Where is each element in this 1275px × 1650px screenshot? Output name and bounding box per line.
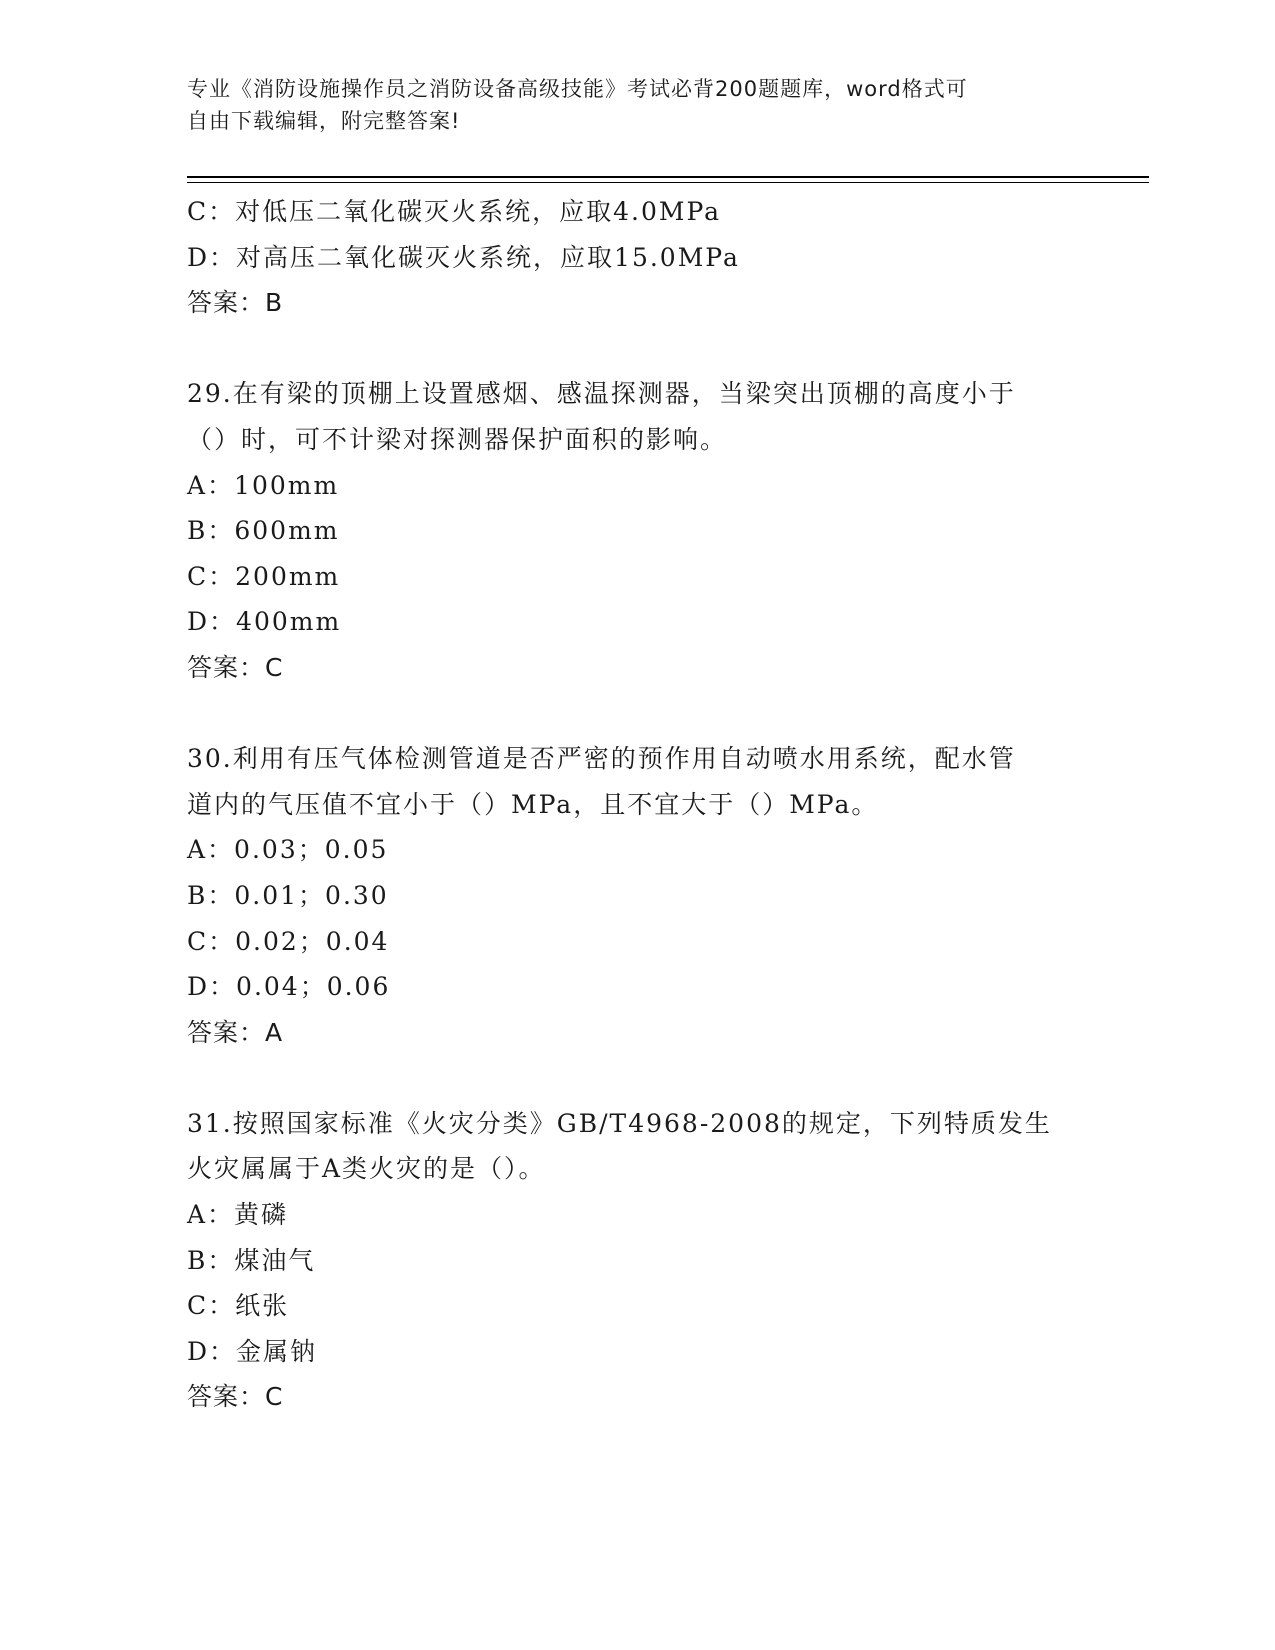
option-d: D：金属钠 (187, 1336, 318, 1366)
option-c: C：0.02；0.04 (187, 926, 390, 956)
document-header (187, 73, 1087, 137)
question-stem: 30.利用有压气体检测管道是否严密的预作用自动喷水用系统，配水管 (187, 744, 1016, 774)
option-b: B：0.01；0.30 (187, 880, 389, 910)
question-stem: 31.按照国家标准《火灾分类》GB/T4968-2008的规定，下列特质发生 (187, 1108, 1052, 1138)
header-divider-thick (187, 176, 1149, 178)
header-line-2: 自由下载编辑，附完整答案! (187, 109, 461, 133)
question-stem: 道内的气压值不宜小于（）MPa，且不宜大于（）MPa。 (187, 789, 879, 819)
header-line-1: 专业《消防设施操作员之消防设备高级技能》考试必背200题题库，word格式可 (187, 77, 968, 101)
option-a: A：0.03；0.05 (187, 835, 389, 865)
option-a: A：100mm (187, 470, 340, 500)
option-b: B：煤油气 (187, 1245, 316, 1275)
option-c: C：200mm (187, 561, 341, 591)
option-a: A：黄磷 (187, 1200, 289, 1230)
option-d: D：400mm (187, 607, 342, 637)
option-d: D：对高压二氧化碳灭火系统，应取15.0MPa (187, 242, 740, 272)
spacer (187, 1055, 1087, 1101)
question-stem: 火灾属属于A类火灾的是（）。 (187, 1154, 546, 1184)
question-content (187, 189, 1087, 1420)
option-b: B：600mm (187, 516, 340, 546)
header-divider-thin (187, 182, 1149, 183)
question-stem: 29.在有梁的顶棚上设置感烟、感温探测器，当梁突出顶棚的高度小于 (187, 379, 1016, 409)
answer-line: 答案：C (187, 652, 284, 682)
spacer (187, 691, 1087, 737)
option-d: D：0.04；0.06 (187, 972, 391, 1002)
answer-line: 答案：C (187, 1382, 284, 1412)
answer-line: 答案：A (187, 1017, 284, 1047)
option-c: C：对低压二氧化碳灭火系统，应取4.0MPa (187, 197, 722, 226)
spacer (187, 326, 1087, 372)
answer-line: 答案：B (187, 288, 284, 318)
question-stem: （）时，可不计梁对探测器保护面积的影响。 (187, 424, 728, 454)
option-c: C：纸张 (187, 1291, 290, 1321)
